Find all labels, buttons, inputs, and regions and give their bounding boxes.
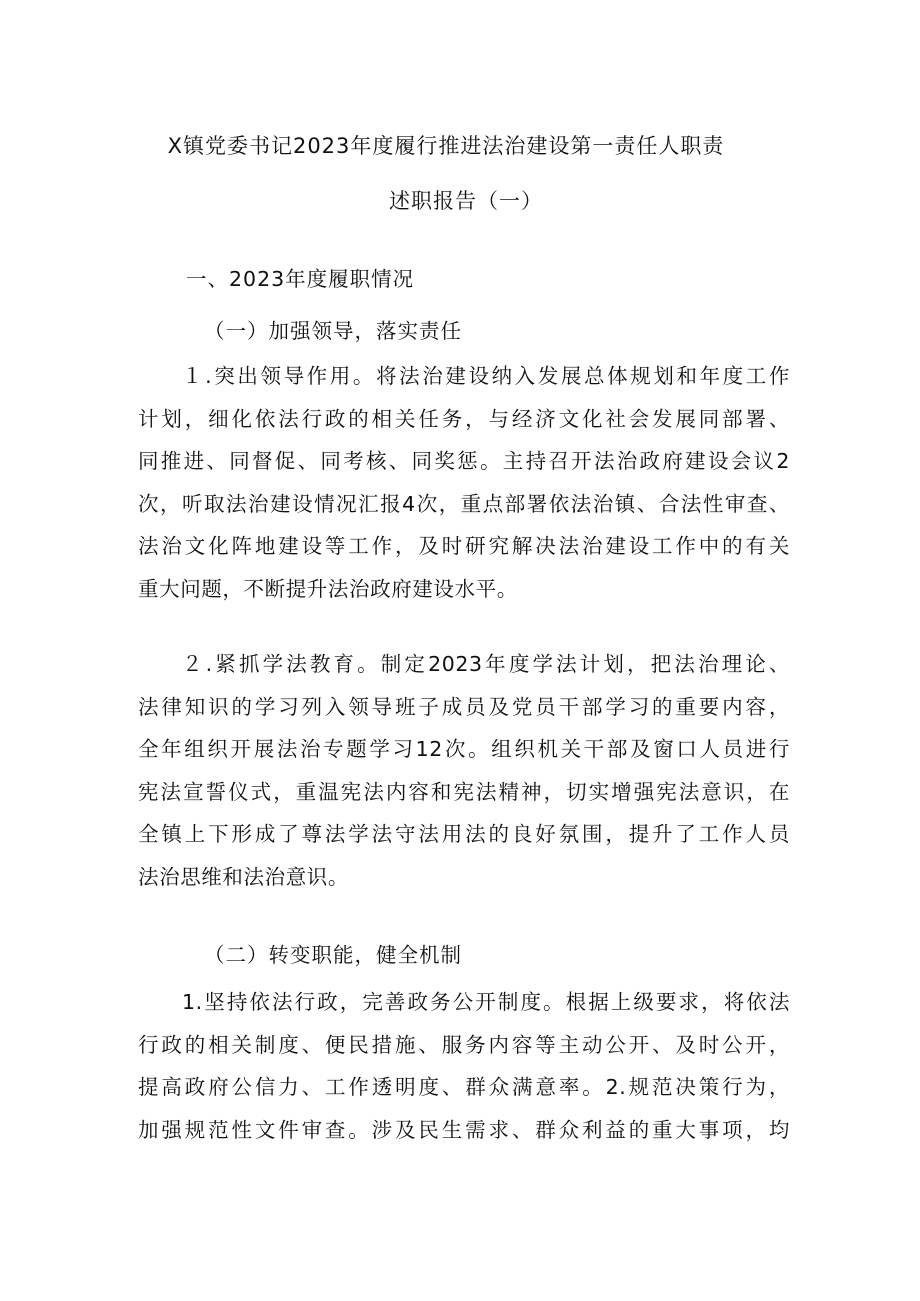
section-heading-1: 一、2023年度履职情况 <box>186 267 415 291</box>
paragraph-3 <box>138 981 790 1151</box>
paragraph-line: 宪法宣誓仪式，重温宪法内容和宪法精神，切实增强宪法意识，在 <box>138 779 790 804</box>
paragraph-line: 全年组织开展法治专题学习12次。组织机关干部及窗口人员进行 <box>138 737 790 761</box>
paragraph-line: 计划，细化依法行政的相关任务，与经济文化社会发展同部署、 <box>138 406 790 431</box>
paragraph-line: １.突出领导作用。将法治建设纳入发展总体规划和年度工作 <box>182 364 790 388</box>
paragraph-line: 全镇上下形成了尊法学法守法用法的良好氛围，提升了工作人员 <box>138 822 790 846</box>
paragraph-line: 法治文化阵地建设等工作，及时研究解决法治建设工作中的有关 <box>138 534 790 558</box>
paragraph-line: 同推进、同督促、同考核、同奖惩。主持召开法治政府建设会议2 <box>138 449 790 473</box>
paragraph-line: 加强规范性文件审查。涉及民生需求、群众利益的重大事项，均 <box>138 1117 790 1142</box>
paragraph-line: 次，听取法治建设情况汇报4次，重点部署依法治镇、合法性审查、 <box>138 491 790 516</box>
subsection-heading-2: （二）转变职能，健全机制 <box>204 943 462 967</box>
paragraph-line: 行政的相关制度、便民措施、服务内容等主动公开、及时公开， <box>138 1032 790 1057</box>
paragraph-line: 重大问题，不断提升法治政府建设水平。 <box>138 576 518 601</box>
paragraph-line: 1.坚持依法行政，完善政务公开制度。根据上级要求，将依法 <box>182 990 790 1014</box>
paragraph-line: 法治思维和法治意识。 <box>138 864 349 889</box>
paragraph-line: 法律知识的学习列入领导班子成员及党员干部学习的重要内容， <box>138 694 790 719</box>
paragraph-2 <box>138 643 790 898</box>
paragraph-line: ２.紧抓学法教育。制定2023年度学法计划，把法治理论、 <box>182 652 790 676</box>
paragraph-1 <box>138 355 790 610</box>
subsection-heading-1: （一）加强领导，落实责任 <box>204 319 462 343</box>
document-title-line2: 述职报告（一） <box>389 189 543 213</box>
document-title-line1: X镇党委书记2023年度履行推进法治建设第一责任人职责 <box>167 134 725 158</box>
paragraph-line: 提高政府公信力、工作透明度、群众满意率。2.规范决策行为， <box>138 1075 790 1099</box>
